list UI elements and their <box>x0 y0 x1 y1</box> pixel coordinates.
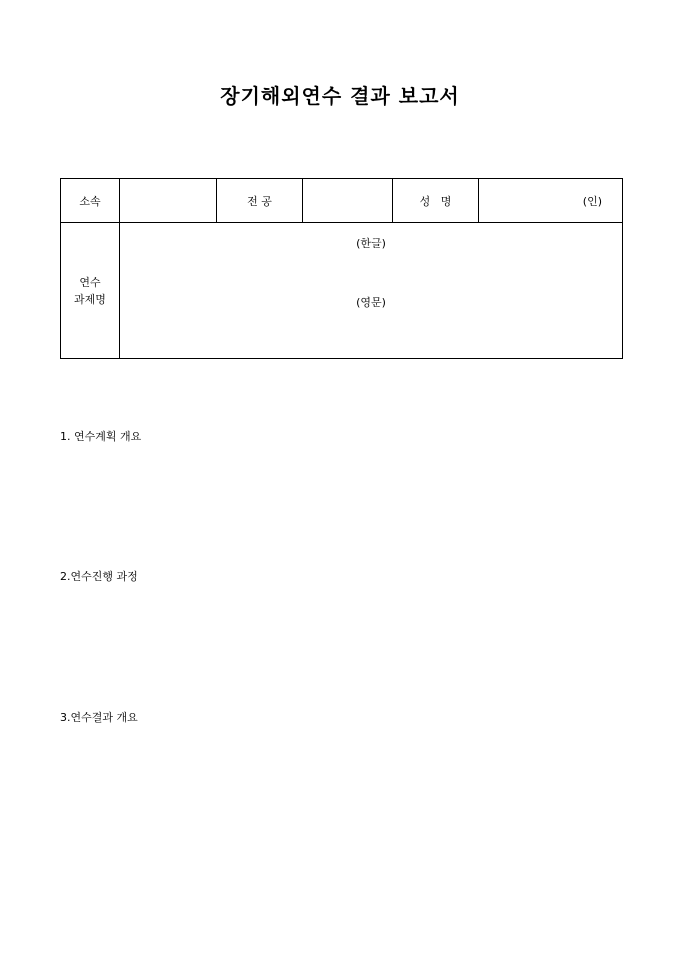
section-heading-results-overview: 3.연수결과 개요 <box>60 711 138 724</box>
document-title: 장기해외연수 결과 보고서 <box>220 84 460 108</box>
section-heading-plan-overview: 1. 연수계획 개요 <box>60 430 142 443</box>
section-heading-progress: 2.연수진행 과정 <box>60 570 138 583</box>
table-row <box>61 223 623 359</box>
subject-english-hint: (영문) <box>356 296 386 309</box>
affiliation-label: 소속 <box>61 179 120 223</box>
major-field[interactable] <box>303 179 393 223</box>
subject-korean-hint: (한글) <box>356 237 386 250</box>
name-label-text: 성 명 <box>419 194 452 208</box>
report-info-table <box>60 178 623 359</box>
seal-text: (인) <box>582 194 602 208</box>
table-row <box>61 179 623 223</box>
subject-label <box>61 223 120 359</box>
name-signature-field[interactable] <box>479 179 623 223</box>
major-label-text: 전 공 <box>247 194 272 208</box>
affiliation-field[interactable] <box>120 179 217 223</box>
major-label <box>217 179 303 223</box>
subject-label-line2: 과제명 <box>74 292 106 306</box>
name-label <box>393 179 479 223</box>
subject-title-field[interactable] <box>120 223 623 359</box>
subject-label-line1: 연수 <box>79 275 101 289</box>
